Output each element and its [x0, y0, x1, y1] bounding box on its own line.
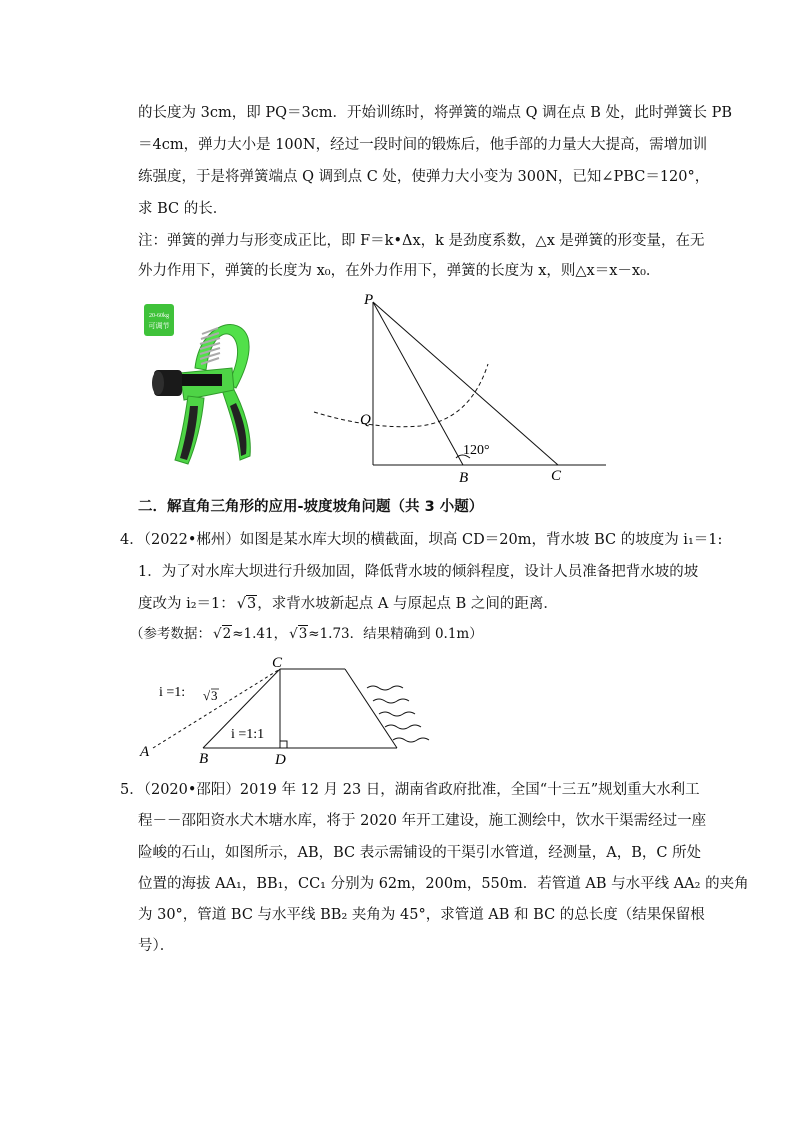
problem5-line1: 5．（2020•邵阳）2019 年 12 月 23 日，湖南省政府批准，全国“十三五”规划重大水利工 [120, 782, 700, 798]
gripper-tag-line2: 可调节 [148, 322, 170, 330]
problem5-line5: 为 30°，管道 BC 与水平线 BB₂ 夹角为 45°，求管道 AB 和 BC 的总长度（结果保留根 [138, 907, 705, 923]
sqrt-symbol: √2 [213, 626, 232, 642]
dam-front-slope [345, 669, 397, 748]
dashed-arc [314, 364, 488, 427]
gripper-tag [144, 304, 174, 336]
label-C: C [551, 468, 562, 484]
label-C: C [272, 655, 283, 671]
radicand: 2 [222, 626, 232, 642]
radicand: 3 [247, 596, 257, 612]
section2-title: 二．解直角三角形的应用-坡度坡角问题（共 3 小题） [138, 499, 484, 515]
water-waves [367, 686, 429, 742]
label-D: D [275, 752, 286, 768]
label-B: B [459, 470, 469, 486]
problem3-line4: 求 BC 的长． [138, 201, 228, 217]
problem3-note1: 注：弹簧的弹力与形变成正比，即 F＝k•Δx，k 是劲度系数，△x 是弹簧的形变量，在无 [138, 233, 705, 249]
problem4-line3-pre: 度改为 i₂＝1： [138, 596, 235, 612]
problem3-line3: 练强度，于是将弹簧端点 Q 调到点 C 处，使弹力大小变为 300N，已知∠PBC＝120°， [138, 169, 710, 185]
problem4-line1: 4．（2022•郴州）如图是某水库大坝的横截面，坝高 CD＝20m，背水坡 BC 的坡度为 i₁＝1: [120, 532, 723, 548]
slope-label-1-sqrt-sign: √ [203, 688, 211, 703]
problem3-line2: ＝4cm，弹力大小是 100N，经过一段时间的锻炼后，他手部的力量大大提高，需增加训 [138, 137, 708, 153]
right-angle-mark [280, 741, 287, 748]
problem5-line2: 程－－邵阳资水犬木塘水库，将于 2020 年开工建设，施工测绘中，饮水干渠需经过一座 [138, 813, 707, 829]
label-P: P [364, 292, 374, 308]
label-angle-120: 120° [463, 443, 490, 458]
problem4-line3-post: ，求背水坡新起点 A 与原起点 B 之间的距离． [257, 596, 558, 612]
gripper-tag-line1: 20-60kg [149, 313, 169, 319]
line-PB [373, 302, 463, 465]
ref-post: ≈1.73．结果精确到 0.1m） [308, 626, 483, 642]
label-Q: Q [360, 412, 371, 428]
problem5-line4: 位置的海拔 AA₁，BB₁，CC₁ 分别为 62m，200m，550m．若管道 AB 与水平线 AA₂ 的夹角 [138, 876, 749, 892]
problem5-line6: 号）． [138, 938, 175, 954]
hand-gripper-image [140, 298, 265, 468]
problem4-line2: 1．为了对水库大坝进行升级加固，降低背水坡的倾斜程度，设计人员准备把背水坡的坡 [138, 564, 699, 580]
problem4-reference [130, 624, 483, 644]
sqrt-symbol: √3 [236, 596, 257, 612]
problem4-dam-figure [135, 652, 445, 770]
problem3-figure [300, 288, 620, 488]
problem4-line3 [138, 594, 558, 614]
slope-label-1: i =1: [159, 685, 186, 700]
label-A: A [140, 744, 150, 760]
radicand: 3 [298, 626, 308, 642]
slope-label-1-radicand: 3 [211, 688, 218, 703]
ref-mid: ≈1.41， [232, 626, 288, 642]
problem3-note2: 外力作用下，弹簧的长度为 x₀，在外力作用下，弹簧的长度为 x，则△x＝x－x₀． [138, 263, 661, 279]
label-B: B [199, 751, 209, 767]
problem5-line3: 险峻的石山，如图所示，AB，BC 表示需铺设的干渠引水管道，经测量，A，B，C 所处 [138, 845, 702, 861]
sqrt-symbol: √3 [289, 626, 308, 642]
line-PC [373, 302, 558, 465]
problem3-line1: 的长度为 3cm，即 PQ＝3cm．开始训练时，将弹簧的端点 Q 调在点 B 处，此时弹簧长 PB [138, 105, 733, 121]
ref-pre: （参考数据： [130, 626, 211, 642]
slope-label-2: i =1:1 [231, 727, 265, 742]
